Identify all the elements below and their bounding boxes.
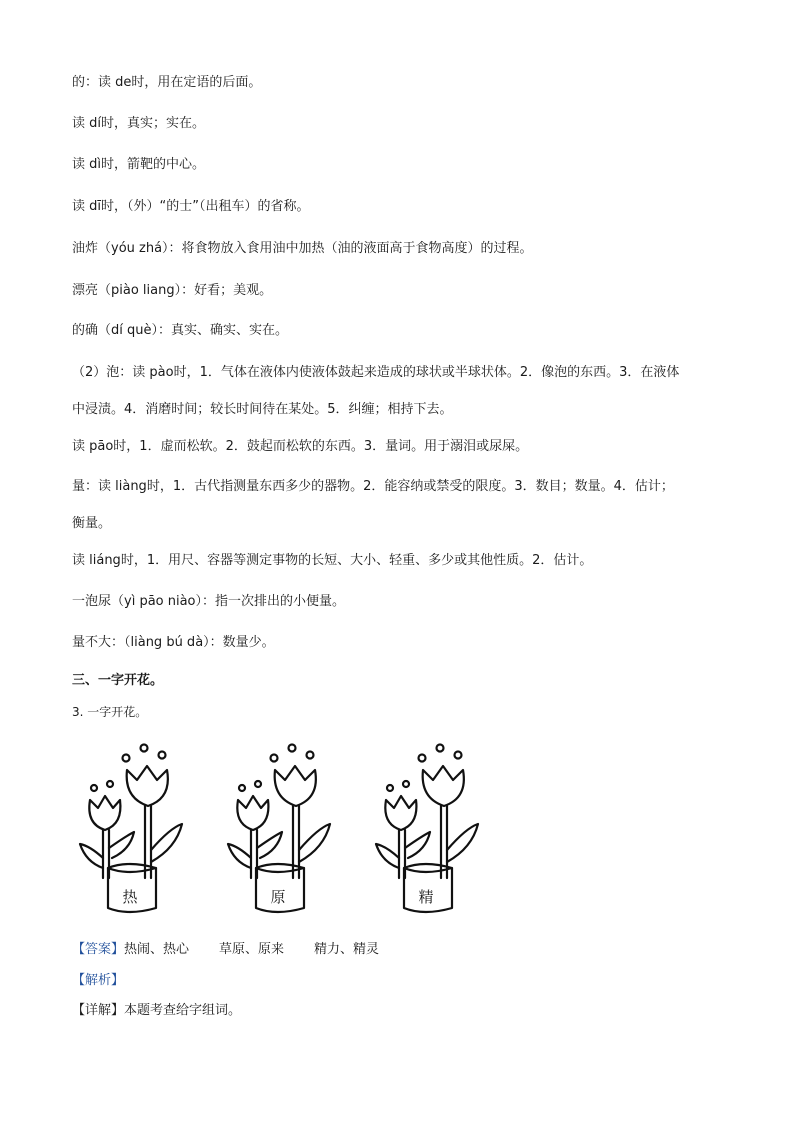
pot-character: 精 — [418, 888, 434, 906]
line-3: 读 dì时，箭靶的中心。 — [72, 157, 205, 172]
flower-pots — [72, 740, 512, 920]
line-8: （2）泡：读 pào时，1．气体在液体内使液体鼓起来造成的球状或半球状体。2．像泡的东西。3．在液体 — [72, 365, 680, 380]
line-1: 的：读 de时，用在定语的后面。 — [72, 75, 262, 90]
answer-line — [72, 941, 379, 959]
section-heading: 三、一字开花。 — [72, 673, 164, 688]
flower-pot-2 — [220, 740, 340, 920]
detail-text: 本题考查给字组词。 — [124, 1003, 242, 1018]
line-4: 读 dī时，（外）“的士”（出租车）的省称。 — [72, 199, 310, 214]
line-2: 读 dí时，真实；实在。 — [72, 116, 205, 131]
line-7: 的确（dí què）：真实、确实、实在。 — [72, 323, 288, 338]
answer-item-1: 热闹、热心 — [124, 942, 190, 957]
answer-item-3: 精力、精灵 — [314, 942, 380, 957]
line-5: 油炸（yóu zhá）：将食物放入食用油中加热（油的液面高于食物高度）的过程。 — [72, 241, 533, 256]
line-11: 量：读 liàng时，1．古代指测量东西多少的器物。2．能容纳或禁受的限度。3．数目；数量。4．估计； — [72, 479, 674, 494]
pot-character: 热 — [122, 888, 138, 906]
answer-item-2: 草原、原来 — [219, 942, 285, 957]
pot-character: 原 — [270, 888, 286, 906]
flower-pot-3 — [368, 740, 488, 920]
line-6: 漂亮（piào liang）：好看；美观。 — [72, 283, 273, 298]
detail-label: 【详解】 — [72, 1003, 125, 1018]
line-13: 读 liáng时，1．用尺、容器等测定事物的长短、大小、轻重、多少或其他性质。2．估计。 — [72, 553, 593, 568]
flower-pot-1 — [72, 740, 192, 920]
line-12: 衡量。 — [72, 516, 112, 531]
line-14: 一泡尿（yì pāo niào）：指一次排出的小便量。 — [72, 594, 346, 609]
question-title: 3. 一字开花。 — [72, 705, 148, 719]
line-15: 量不大：（liàng bú dà）：数量少。 — [72, 635, 275, 650]
detail-line — [72, 1002, 241, 1020]
line-10: 读 pāo时，1．虚而松软。2．鼓起而松软的东西。3．量词。用于溺泪或尿屎。 — [72, 439, 529, 454]
analysis-label: 【解析】 — [72, 973, 125, 988]
answer-label: 【答案】 — [72, 942, 125, 957]
line-9: 中浸渍。4．消磨时间；较长时间待在某处。5．纠缠；相持下去。 — [72, 402, 453, 417]
